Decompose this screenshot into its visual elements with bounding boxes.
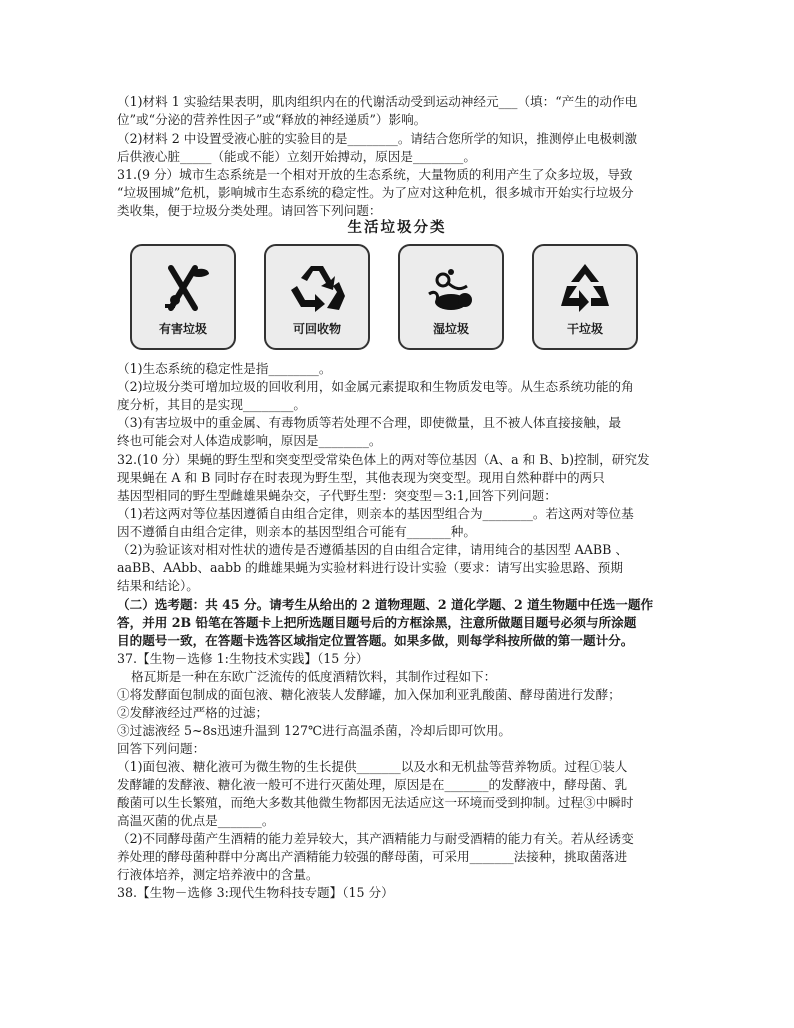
q31-part2-line1: （2)垃圾分类可增加垃圾的回收利用，如金属元素提取和生物质发电等。从生态系统功能的角 bbox=[117, 379, 634, 394]
q37-step1: ①将发酵面包制成的面包液、糖化液装人发酵罐，加入保加利亚乳酸菌、酵母菌进行发酵； bbox=[117, 687, 621, 702]
q37-prompt: 回答下列问题： bbox=[117, 741, 206, 756]
q37-part1-line4: 高温灭菌的优点是_______。 bbox=[117, 813, 275, 828]
q31-part3-line1: （3)有害垃圾中的重金属、有毒物质等若处理不合理，即使微量，且不被人体直接接触，最 bbox=[117, 415, 622, 430]
q30-part2-line2: 后供液心脏_____（能或不能）立刻开始搏动，原因是________。 bbox=[117, 149, 476, 164]
q32-stem-line1: 32.(10 分）果蝇的野生型和突变型受常染色体上的两对等位基因（A、a 和 B、b)控制，研究发 bbox=[117, 452, 650, 467]
q37-title: 37.【生物－选修 1:生物技术实践】（15 分） bbox=[117, 651, 369, 666]
waste-sorting-title: 生活垃圾分类 bbox=[347, 220, 447, 236]
dry-waste-icon bbox=[534, 260, 636, 316]
elective-instructions-line1: （二）选考题：共 45 分。请考生从给出的 2 道物理题、2 道化学题、2 道生物题中任选一题作 bbox=[117, 597, 654, 612]
bin-label-recyclable: 可回收物 bbox=[292, 322, 341, 336]
q32-part2-line1: （2)为验证该对相对性状的遗传是否遵循基因的自由组合定律，请用纯合的基因型 AABB 、 bbox=[117, 542, 629, 557]
q37-part1-line1: （1)面包液、糖化液可为微生物的生长提供_______以及水和无机盐等营养物质。过程①装人 bbox=[117, 759, 628, 774]
q31-part3-line2: 终也可能会对人体造成影响，原因是________。 bbox=[117, 433, 382, 448]
q37-part2-line3: 行液体培养，测定培养液中的含量。 bbox=[117, 867, 319, 882]
q37-intro: 格瓦斯是一种在东欧广泛流传的低度酒精饮料，其制作过程如下： bbox=[131, 669, 497, 684]
q38-title: 38.【生物－选修 3:现代生物科技专题】（15 分） bbox=[117, 885, 394, 900]
elective-instructions-line3: 目的题号一致，在答题卡选答区域指定位置答题。如果多做，则每学科按所做的第一题计分。 bbox=[117, 633, 634, 648]
q37-part1-line2: 发酵罐的发酵液、糖化液一般可不进行灭菌处理，原因是在_______的发酵液中，酵母菌、乳 bbox=[117, 777, 628, 792]
q37-step2: ②发酵液经过严格的过滤； bbox=[117, 705, 269, 720]
food-waste-icon bbox=[400, 260, 502, 316]
q32-stem-line3: 基因型相同的野生型雌雄果蝇杂交，子代野生型：突变型＝3:1,回答下列问题： bbox=[117, 488, 557, 503]
q30-part2-line1: （2)材料 2 中设置受液心脏的实验目的是________。请结合您所学的知识，推测停止电极刺激 bbox=[117, 131, 638, 146]
recycle-icon bbox=[266, 260, 368, 316]
bin-hazardous bbox=[130, 244, 236, 350]
q31-part2-line2: 度分析，其目的是实现________。 bbox=[117, 397, 306, 412]
elective-instructions-line2: 答，并用 2B 铅笔在答题卡上把所选题目题号后的方框涂黑，注意所做题目题号必须与所涂题 bbox=[117, 615, 637, 630]
q31-stem-line2: “垃圾围城”危机，影响城市生态系统的稳定性。为了应对这种危机，很多城市开始实行垃圾分 bbox=[117, 185, 634, 200]
q37-part1-line3: 酸菌可以生长繁殖，而绝大多数其他微生物都因无法适应这一环境而受到抑制。过程③中瞬时 bbox=[117, 795, 634, 810]
q37-step3: ③过滤液经 5~8s迅速升温到 127℃进行高温杀菌，冷却后即可饮用。 bbox=[117, 723, 512, 738]
q31-stem-line1: 31.(9 分）城市生态系统是一个相对开放的生态系统，大量物质的利用产生了众多垃圾，导致 bbox=[117, 167, 633, 182]
q31-stem-line3: 类收集，便于垃圾分类处理。请回答下列问题： bbox=[117, 203, 382, 218]
q32-stem-line2: 现果蝇在 A 和 B 同时存在时表现为野生型，其他表现为突变型。现用自然种群中的两只 bbox=[117, 470, 605, 485]
bin-recyclable bbox=[264, 244, 370, 350]
q32-part1-line2: 因不遵循自由组合定律，则亲本的基因型组合可能有_______种。 bbox=[117, 524, 476, 539]
q30-part1-line2: 位”或“分泌的营养性因子”或“释放的神经递质”）影响。 bbox=[117, 112, 427, 127]
q30-part1-line1: （1)材料 1 实验结果表明，肌肉组织内在的代谢活动受到运动神经元___（填：“产生的动作电 bbox=[117, 94, 638, 109]
q37-part2-line2: 养处理的酵母菌种群中分离出产酒精能力较强的酵母菌，可采用_______法接种，挑取菌落进 bbox=[117, 849, 628, 864]
hazardous-icon bbox=[132, 260, 234, 316]
bin-dry bbox=[532, 244, 638, 350]
bin-label-wet: 湿垃圾 bbox=[432, 322, 469, 336]
q37-part2-line1: （2)不同酵母菌产生酒精的能力差异较大，其产酒精能力与耐受酒精的能力有关。若从经诱变 bbox=[117, 831, 634, 846]
q32-part2-line3: 结果和结论）。 bbox=[117, 578, 199, 593]
q32-part2-line2: aaBB、AAbb、aabb 的雌雄果蝇为实验材料进行设计实验（要求：请写出实验思路、预期 bbox=[117, 560, 623, 575]
bin-label-hazardous: 有害垃圾 bbox=[158, 322, 207, 336]
q31-part1: （1)生态系统的稳定性是指________。 bbox=[117, 361, 332, 376]
bin-label-dry: 干垃圾 bbox=[566, 322, 603, 336]
q32-part1-line1: （1)若这两对等位基因遵循自由组合定律，则亲本的基因型组合为________。若这两对等位基 bbox=[117, 506, 634, 521]
bin-wet bbox=[398, 244, 504, 350]
